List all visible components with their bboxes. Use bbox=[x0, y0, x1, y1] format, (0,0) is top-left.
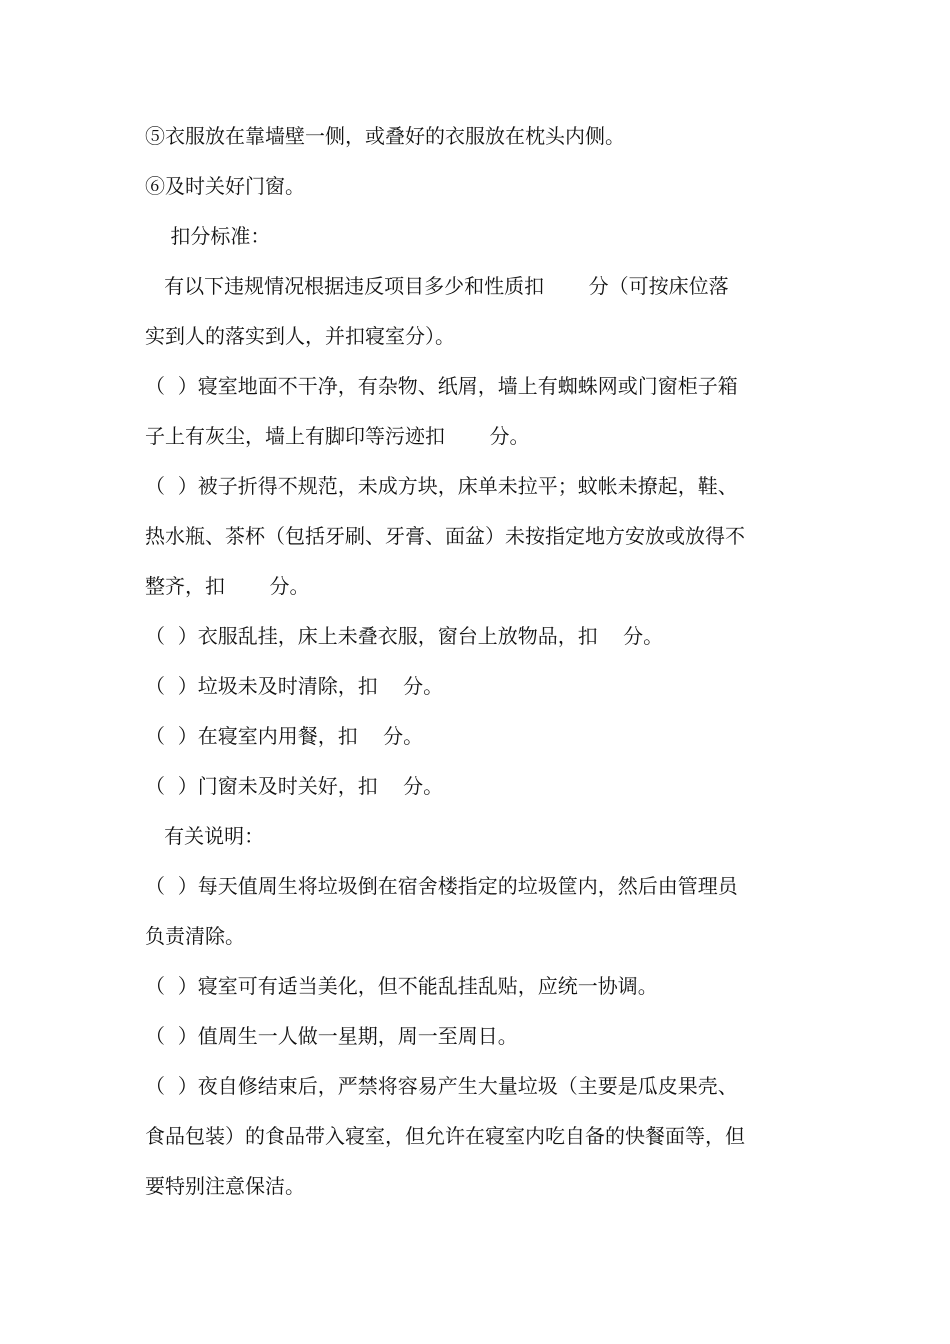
text-line: 食品包装）的食品带入寝室，但允许在寝室内吃自备的快餐面等，但 bbox=[145, 1124, 745, 1148]
text-line: 要特别注意保洁。 bbox=[145, 1174, 305, 1198]
text-line: （ ）每天值周生将垃圾倒在宿舍楼指定的垃圾筐内，然后由管理员 bbox=[145, 874, 738, 898]
text-line: 负责清除。 bbox=[145, 924, 245, 948]
text-line: （ ）寝室可有适当美化，但不能乱挂乱贴，应统一协调。 bbox=[145, 974, 658, 998]
text-line: （ ）寝室地面不干净，有杂物、纸屑，墙上有蜘蛛网或门窗柜子箱 bbox=[145, 374, 738, 398]
text-line: 有以下违规情况根据违反项目多少和性质扣 分（可按床位落 bbox=[145, 274, 729, 298]
text-line: 热水瓶、茶杯（包括牙刷、牙膏、面盆）未按指定地方安放或放得不 bbox=[145, 524, 745, 548]
text-line: 整齐，扣 分。 bbox=[145, 574, 310, 598]
text-line: （ ）被子折得不规范，未成方块，床单未拉平；蚊帐未撩起，鞋、 bbox=[145, 474, 738, 498]
text-line: （ ）在寝室内用餐，扣 分。 bbox=[145, 724, 424, 748]
text-line: ⑤衣服放在靠墙壁一侧，或叠好的衣服放在枕头内侧。 bbox=[145, 124, 625, 148]
section-heading: 有关说明： bbox=[145, 824, 265, 848]
text-line: （ ）值周生一人做一星期，周一至周日。 bbox=[145, 1024, 518, 1048]
text-line: （ ）衣服乱挂，床上未叠衣服，窗台上放物品，扣 分。 bbox=[145, 624, 664, 648]
text-line: 子上有灰尘，墙上有脚印等污迹扣 分。 bbox=[145, 424, 530, 448]
text-line: 实到人的落实到人，并扣寝室分）。 bbox=[145, 324, 455, 348]
text-line: （ ）垃圾未及时清除，扣 分。 bbox=[145, 674, 444, 698]
text-line: （ ）门窗未及时关好，扣 分。 bbox=[145, 774, 444, 798]
text-line: （ ）夜自修结束后，严禁将容易产生大量垃圾（主要是瓜皮果壳、 bbox=[145, 1074, 738, 1098]
text-line: ⑥及时关好门窗。 bbox=[145, 174, 305, 198]
section-heading: 扣分标准： bbox=[145, 224, 271, 248]
